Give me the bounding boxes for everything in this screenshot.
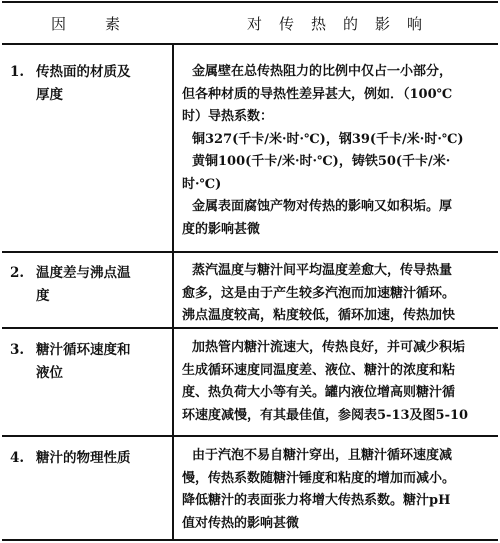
row-divider [2, 251, 498, 253]
effect-line: 铜327(千卡/米·时·℃)，钢39(千卡/米·时·℃) [192, 131, 464, 147]
header-factor-text: 因 素 [50, 14, 123, 33]
effect-line: 蒸汽温度与糖汁间平均温度差愈大，传导热量 [192, 263, 453, 278]
effect-line: 度的影响甚微 [182, 221, 261, 237]
factor-text: 糖汁的物理性质 [36, 450, 131, 466]
table-row-2-factor [10, 262, 166, 308]
table-row-1-effect [182, 61, 492, 241]
effect-line: 降低糖汁的表面张力将增大传热系数。糖汁pH [182, 493, 451, 508]
header-effect-text: 对 传 热 的 影 响 [246, 14, 423, 33]
factor-text: 传热面的材质及 [36, 64, 131, 80]
effect-line: 生成循环速度同温度差、液位、糖汁的浓度和粘 [182, 362, 456, 378]
effect-line: 金属表面腐蚀产物对传热的影响又如积垢。厚 [192, 199, 453, 214]
table-row-3-factor [10, 339, 166, 385]
header-effect [172, 3, 498, 43]
effect-line: 度、热负荷大小等有关。罐内液位增高则糖汁循 [182, 385, 456, 400]
effect-line: 由于汽泡不易自糖汁穿出，且糖汁循环速度减 [192, 448, 453, 463]
row-number: 3. [10, 342, 25, 358]
factor-text: 液位 [36, 365, 63, 381]
table-row-1-factor [10, 61, 166, 107]
effect-line: 时·℃) [182, 176, 222, 192]
effect-line: 愈多，这是由于产生较多汽泡而加速糖汁循环。 [182, 285, 456, 301]
effect-line: 但各种材质的导热性差异甚大，例如．（100℃ [182, 86, 453, 102]
row-number: 1. [10, 64, 25, 80]
table-row-4-effect [182, 445, 492, 535]
factor-text: 糖汁循环速度和 [36, 342, 131, 358]
factor-text: 度 [36, 288, 50, 304]
row-divider [2, 435, 498, 437]
row-number: 2. [10, 265, 25, 281]
column-divider [172, 45, 174, 541]
effect-line: 加热管内糖汁流速大，传热良好，并可减少积垢 [192, 340, 466, 355]
header-factor [2, 3, 172, 43]
effect-line: 时）导热系数： [182, 109, 274, 124]
effect-line: 值对传热的影响甚微 [182, 515, 300, 531]
table-header-row [2, 3, 498, 45]
factor-text: 温度差与沸点温 [36, 265, 131, 281]
heat-transfer-factors-table [2, 1, 498, 541]
effect-line: 沸点温度较高，粘度较低，循环加速，传热加快 [182, 308, 456, 323]
row-number: 4. [10, 450, 25, 466]
effect-line: 黄铜100(千卡/米·时·℃)，铸铁50(千卡/米· [192, 154, 451, 169]
effect-line: 金属壁在总传热阻力的比例中仅占一小部分， [192, 64, 453, 79]
effect-line: 慢，传热系数随糖汁锤度和粘度的增加而减小。 [182, 470, 456, 486]
table-row-2-effect [182, 260, 492, 328]
table-row-3-effect [182, 337, 492, 427]
effect-line: 环速度减慢，有其最佳值，参阅表5-13及图5-10 [182, 407, 469, 423]
factor-text: 厚度 [36, 87, 63, 103]
table-row-4-factor [10, 447, 166, 470]
